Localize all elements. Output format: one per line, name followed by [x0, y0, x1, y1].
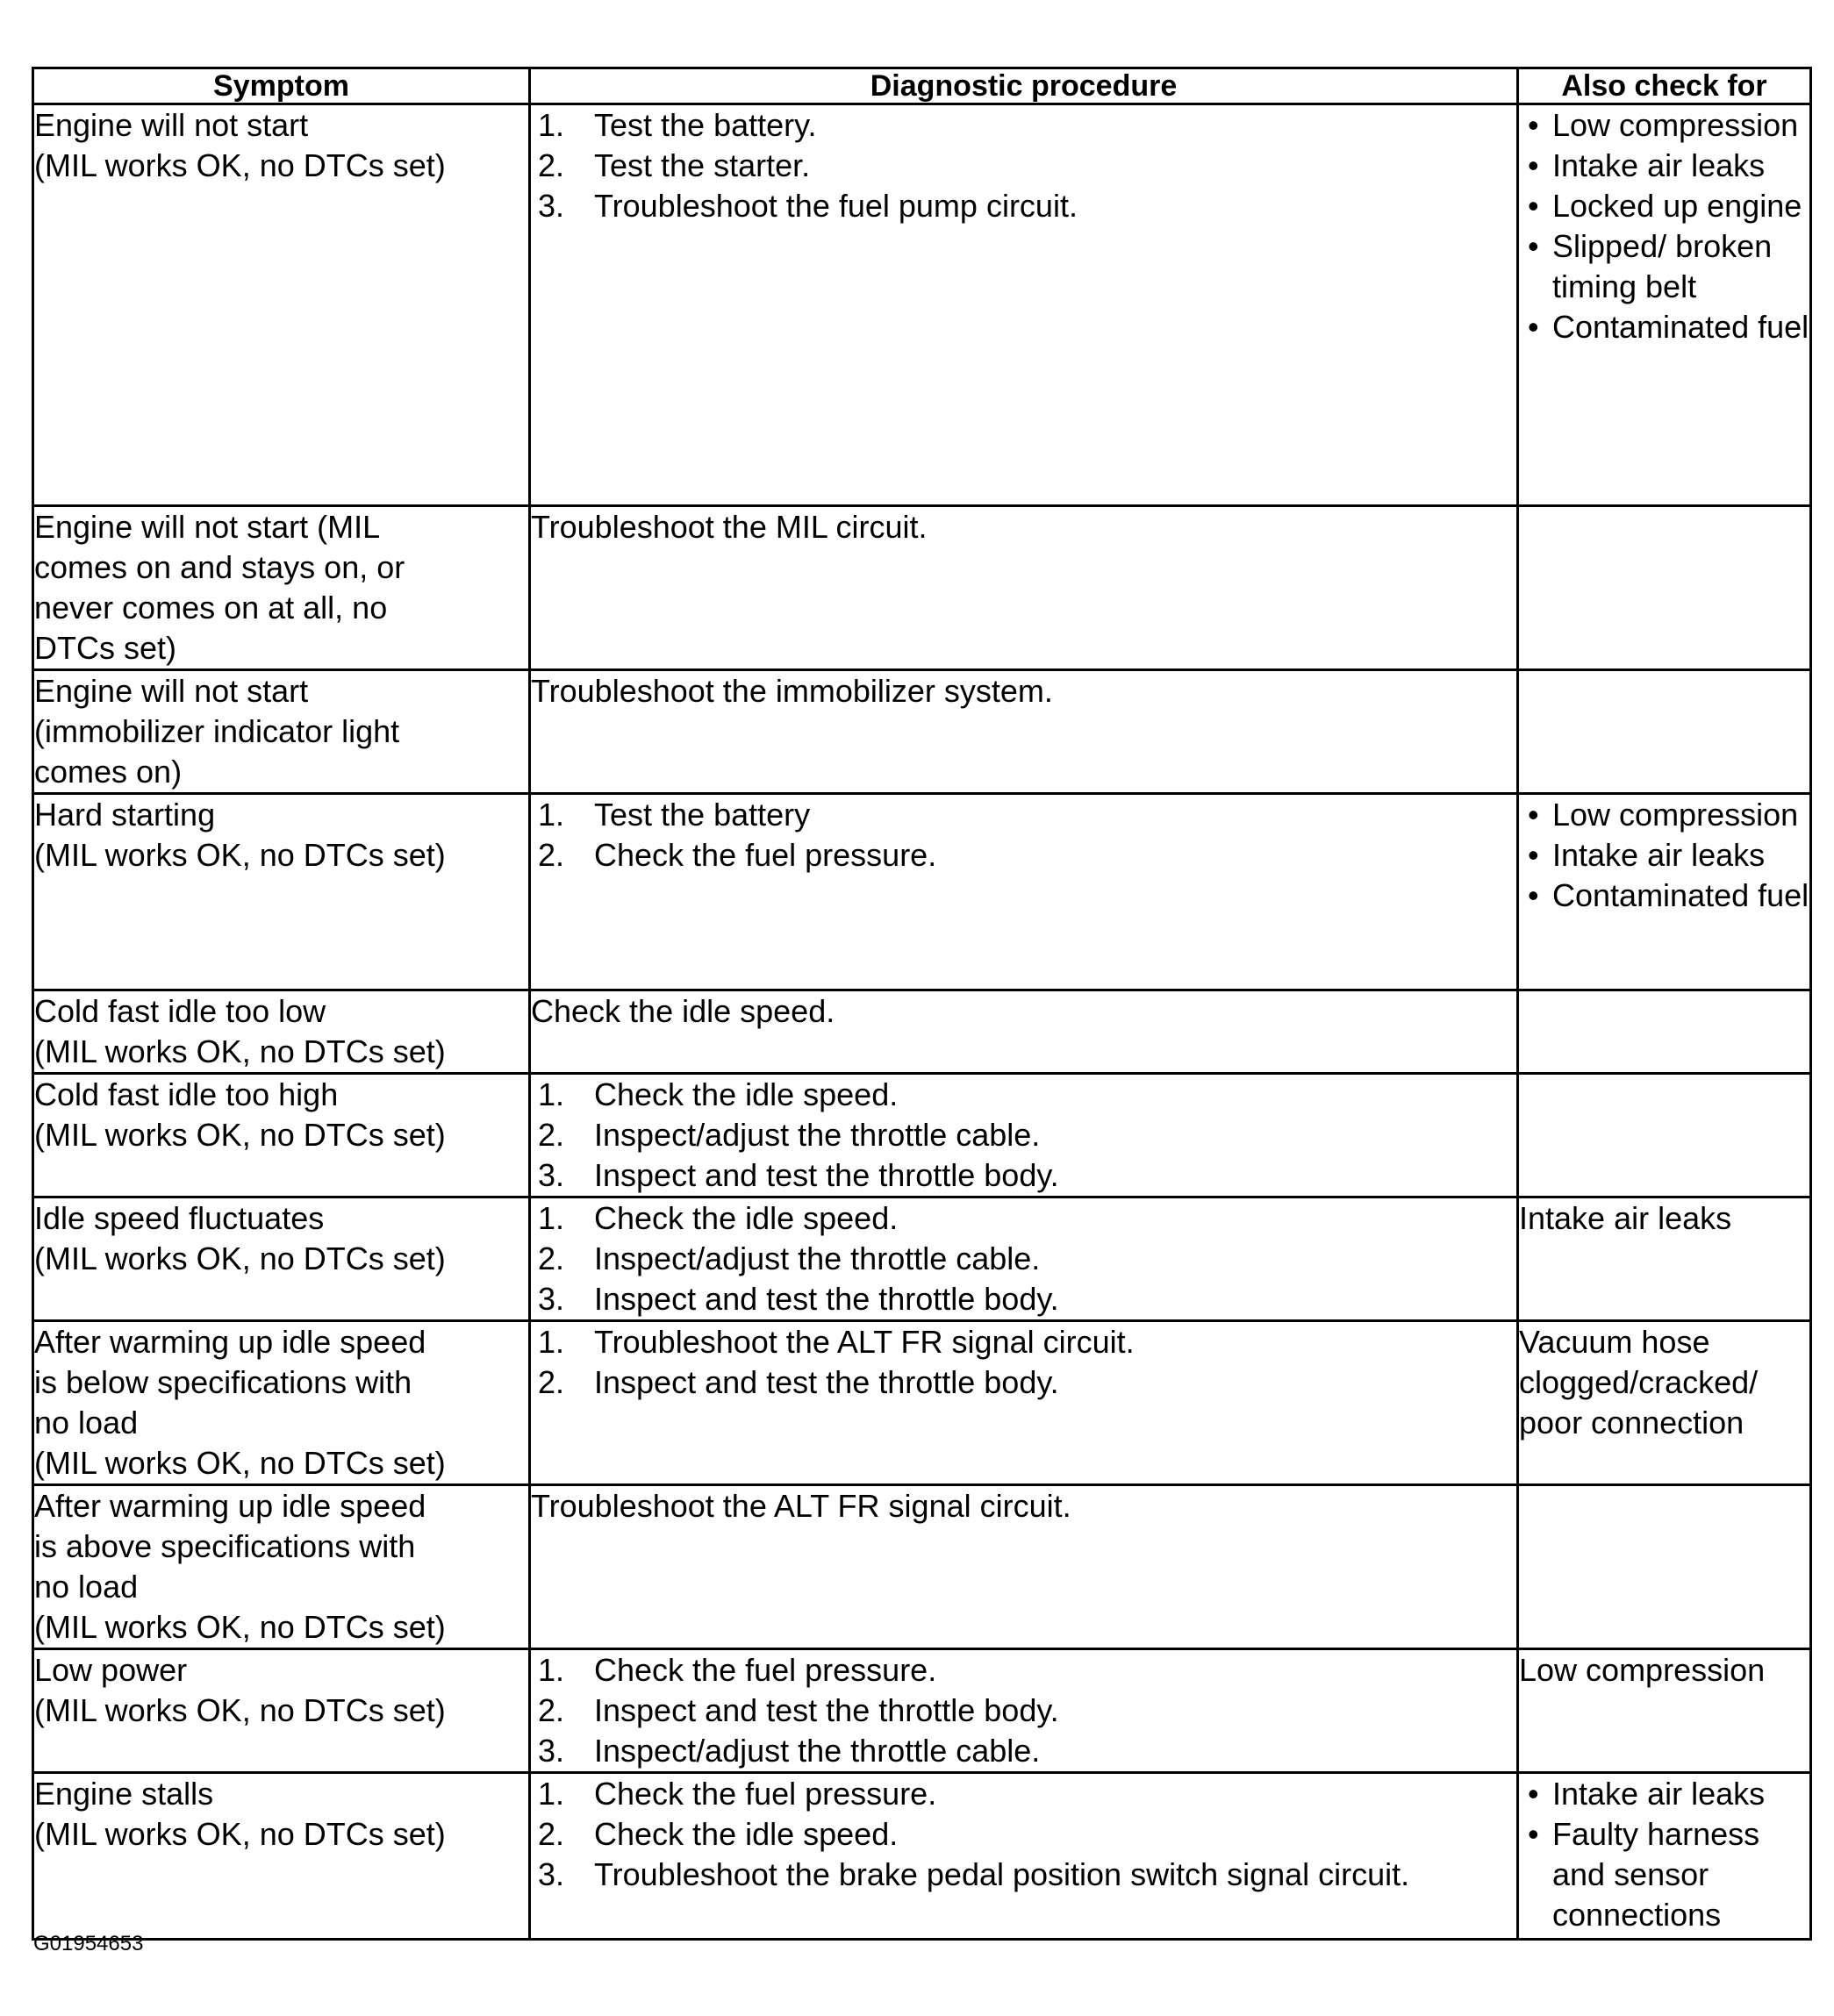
procedure-cell	[530, 1197, 1518, 1321]
also-check-cell	[1518, 1321, 1811, 1485]
also-check-list	[1519, 105, 1809, 347]
also-check-text: Faulty harness and sensor connections	[1552, 1816, 1760, 1933]
step-text: Check the idle speed.	[594, 1816, 899, 1852]
step-number: 1.	[538, 1076, 565, 1112]
procedure-step	[531, 1362, 1516, 1403]
symptom-line: After warming up idle speed	[34, 1488, 426, 1524]
procedure-steps	[531, 105, 1516, 226]
procedure-text: Check the idle speed.	[531, 993, 835, 1029]
also-check-item	[1519, 1814, 1809, 1935]
step-number: 1.	[538, 1200, 565, 1236]
symptom-line: (MIL works OK, no DTCs set)	[34, 1609, 446, 1645]
step-text: Test the battery	[594, 797, 811, 833]
step-text: Check the fuel pressure.	[594, 1776, 937, 1812]
also-check-text: Low compression	[1519, 1652, 1766, 1688]
also-check-text: Slipped/ broken timing belt	[1552, 228, 1773, 304]
also-check-header: Also check for	[1518, 68, 1811, 104]
procedure-step	[531, 1691, 1516, 1731]
symptom-line: Cold fast idle too high	[34, 1076, 339, 1112]
procedure-cell	[530, 670, 1518, 794]
procedure-steps	[531, 1650, 1516, 1771]
procedure-step	[531, 105, 1516, 146]
procedure-cell	[530, 1649, 1518, 1773]
table-row	[33, 1773, 1811, 1940]
symptom-line: is below specifications with	[34, 1364, 412, 1400]
table-row	[33, 1197, 1811, 1321]
symptom-line: never comes on at all, no	[34, 590, 388, 626]
procedure-step	[531, 1855, 1516, 1895]
step-text: Inspect and test the throttle body.	[594, 1364, 1059, 1400]
bullet-icon: •	[1528, 309, 1539, 345]
also-check-list	[1519, 1774, 1809, 1935]
also-check-text: Intake air leaks	[1552, 147, 1766, 183]
symptom-line: (immobilizer indicator light	[34, 713, 400, 749]
step-text: Check the idle speed.	[594, 1200, 899, 1236]
step-text: Troubleshoot the brake pedal position switch signal circuit.	[594, 1856, 1410, 1892]
also-check-cell	[1518, 506, 1811, 670]
also-check-item	[1519, 1774, 1809, 1814]
bullet-icon: •	[1528, 797, 1539, 833]
procedure-cell	[530, 1074, 1518, 1197]
symptom-line: DTCs set)	[34, 630, 176, 666]
also-check-cell	[1518, 1197, 1811, 1321]
step-text: Inspect and test the throttle body.	[594, 1692, 1059, 1728]
symptom-line: Engine will not start	[34, 107, 309, 143]
procedure-steps	[531, 1075, 1516, 1196]
also-check-item	[1519, 795, 1809, 835]
procedure-cell	[530, 1321, 1518, 1485]
also-check-item	[1519, 105, 1809, 146]
step-text: Test the battery.	[594, 107, 817, 143]
table-row	[33, 794, 1811, 990]
symptom-cell	[33, 794, 530, 990]
also-check-item	[1519, 307, 1809, 347]
symptom-line: (MIL works OK, no DTCs set)	[34, 837, 446, 873]
procedure-step	[531, 835, 1516, 876]
also-check-item	[1519, 186, 1809, 226]
bullet-icon: •	[1528, 877, 1539, 913]
figure-id: G01954653	[33, 1932, 144, 1955]
symptom-header: Symptom	[33, 68, 530, 104]
bullet-icon: •	[1528, 837, 1539, 873]
step-text: Inspect/adjust the throttle cable.	[594, 1240, 1041, 1276]
also-check-text: Low compression	[1552, 107, 1799, 143]
procedure-text: Troubleshoot the immobilizer system.	[531, 673, 1053, 709]
step-text: Check the idle speed.	[594, 1076, 899, 1112]
table-row	[33, 990, 1811, 1074]
procedure-step	[531, 1115, 1516, 1155]
step-number: 3.	[538, 188, 565, 224]
procedure-steps	[531, 1322, 1516, 1403]
step-number: 1.	[538, 797, 565, 833]
procedure-text: Troubleshoot the ALT FR signal circuit.	[531, 1488, 1071, 1524]
symptom-cell	[33, 506, 530, 670]
symptom-line: (MIL works OK, no DTCs set)	[34, 1240, 446, 1276]
step-number: 2.	[538, 1240, 565, 1276]
symptom-line: Engine stalls	[34, 1776, 214, 1812]
table-row	[33, 1321, 1811, 1485]
procedure-steps	[531, 795, 1516, 876]
also-check-text: Low compression	[1552, 797, 1799, 833]
also-check-item	[1519, 876, 1809, 916]
bullet-icon: •	[1528, 1776, 1539, 1812]
symptom-line: Idle speed fluctuates	[34, 1200, 325, 1236]
also-check-text: Contaminated fuel	[1552, 309, 1809, 345]
procedure-step	[531, 1774, 1516, 1814]
procedure-text: Troubleshoot the MIL circuit.	[531, 509, 928, 545]
symptom-line: (MIL works OK, no DTCs set)	[34, 1692, 446, 1728]
procedure-steps	[531, 1774, 1516, 1895]
symptom-line: (MIL works OK, no DTCs set)	[34, 1445, 446, 1481]
symptom-cell	[33, 670, 530, 794]
symptom-line: (MIL works OK, no DTCs set)	[34, 1816, 446, 1852]
procedure-cell	[530, 990, 1518, 1074]
step-text: Troubleshoot the ALT FR signal circuit.	[594, 1324, 1135, 1360]
also-check-item	[1519, 146, 1809, 186]
symptom-line: (MIL works OK, no DTCs set)	[34, 147, 446, 183]
step-number: 3.	[538, 1281, 565, 1317]
step-number: 2.	[538, 147, 565, 183]
header-row	[33, 68, 1811, 104]
symptom-line: comes on and stays on, or	[34, 549, 405, 585]
step-text: Test the starter.	[594, 147, 811, 183]
step-number: 1.	[538, 1776, 565, 1812]
also-check-item	[1519, 835, 1809, 876]
symptom-line: After warming up idle speed	[34, 1324, 426, 1360]
procedure-step	[531, 1279, 1516, 1319]
table-row	[33, 1074, 1811, 1197]
also-check-list	[1519, 795, 1809, 916]
also-check-text: Intake air leaks	[1552, 837, 1766, 873]
symptom-cell	[33, 1321, 530, 1485]
procedure-step	[531, 1814, 1516, 1855]
bullet-icon: •	[1528, 147, 1539, 183]
step-number: 3.	[538, 1733, 565, 1769]
bullet-icon: •	[1528, 228, 1539, 264]
step-number: 3.	[538, 1157, 565, 1193]
procedure-header: Diagnostic procedure	[530, 68, 1518, 104]
table-row	[33, 670, 1811, 794]
also-check-cell	[1518, 1773, 1811, 1940]
step-text: Check the fuel pressure.	[594, 1652, 937, 1688]
symptom-line: comes on)	[34, 754, 183, 790]
procedure-step	[531, 1198, 1516, 1239]
symptom-line: is above specifications with	[34, 1528, 416, 1564]
also-check-cell	[1518, 1074, 1811, 1197]
procedure-step	[531, 146, 1516, 186]
troubleshooting-table	[32, 67, 1812, 1941]
step-text: Inspect/adjust the throttle cable.	[594, 1733, 1041, 1769]
procedure-cell	[530, 794, 1518, 990]
also-check-text: Intake air leaks	[1519, 1200, 1732, 1236]
symptom-line: (MIL works OK, no DTCs set)	[34, 1117, 446, 1153]
procedure-cell	[530, 1485, 1518, 1649]
symptom-line: Engine will not start	[34, 673, 309, 709]
procedure-step	[531, 186, 1516, 226]
step-number: 1.	[538, 107, 565, 143]
symptom-line: Hard starting	[34, 797, 216, 833]
table-row	[33, 506, 1811, 670]
step-number: 1.	[538, 1324, 565, 1360]
also-check-text: Intake air leaks	[1552, 1776, 1766, 1812]
also-check-text: Vacuum hose clogged/cracked/ poor connection	[1519, 1324, 1759, 1441]
symptom-line: no load	[34, 1405, 139, 1441]
also-check-item	[1519, 226, 1809, 307]
step-text: Inspect and test the throttle body.	[594, 1281, 1059, 1317]
table-row	[33, 1649, 1811, 1773]
step-number: 2.	[538, 1692, 565, 1728]
symptom-line: Cold fast idle too low	[34, 993, 326, 1029]
step-number: 2.	[538, 1364, 565, 1400]
also-check-cell	[1518, 990, 1811, 1074]
procedure-cell	[530, 104, 1518, 506]
step-text: Check the fuel pressure.	[594, 837, 937, 873]
symptom-cell	[33, 1074, 530, 1197]
procedure-steps	[531, 1198, 1516, 1319]
symptom-cell	[33, 1197, 530, 1321]
symptom-cell	[33, 1485, 530, 1649]
also-check-cell	[1518, 1485, 1811, 1649]
procedure-step	[531, 1650, 1516, 1691]
symptom-line: no load	[34, 1569, 139, 1605]
symptom-line: (MIL works OK, no DTCs set)	[34, 1033, 446, 1069]
also-check-cell	[1518, 1649, 1811, 1773]
procedure-step	[531, 1239, 1516, 1279]
also-check-text: Contaminated fuel	[1552, 877, 1809, 913]
symptom-cell	[33, 1649, 530, 1773]
step-number: 2.	[538, 1117, 565, 1153]
symptom-line: Low power	[34, 1652, 188, 1688]
also-check-cell	[1518, 104, 1811, 506]
symptom-cell	[33, 1773, 530, 1940]
step-text: Inspect/adjust the throttle cable.	[594, 1117, 1041, 1153]
step-text: Inspect and test the throttle body.	[594, 1157, 1059, 1193]
step-text: Troubleshoot the fuel pump circuit.	[594, 188, 1078, 224]
bullet-icon: •	[1528, 1816, 1539, 1852]
step-number: 1.	[538, 1652, 565, 1688]
procedure-step	[531, 795, 1516, 835]
procedure-cell	[530, 506, 1518, 670]
table-row	[33, 104, 1811, 506]
procedure-step	[531, 1075, 1516, 1115]
step-number: 3.	[538, 1856, 565, 1892]
also-check-cell	[1518, 794, 1811, 990]
symptom-cell	[33, 104, 530, 506]
symptom-cell	[33, 990, 530, 1074]
procedure-step	[531, 1322, 1516, 1362]
table-row	[33, 1485, 1811, 1649]
symptom-line: Engine will not start (MIL	[34, 509, 381, 545]
also-check-text: Locked up engine	[1552, 188, 1802, 224]
bullet-icon: •	[1528, 188, 1539, 224]
step-number: 2.	[538, 1816, 565, 1852]
step-number: 2.	[538, 837, 565, 873]
procedure-step	[531, 1731, 1516, 1771]
also-check-cell	[1518, 670, 1811, 794]
procedure-cell	[530, 1773, 1518, 1940]
bullet-icon: •	[1528, 107, 1539, 143]
procedure-step	[531, 1155, 1516, 1196]
